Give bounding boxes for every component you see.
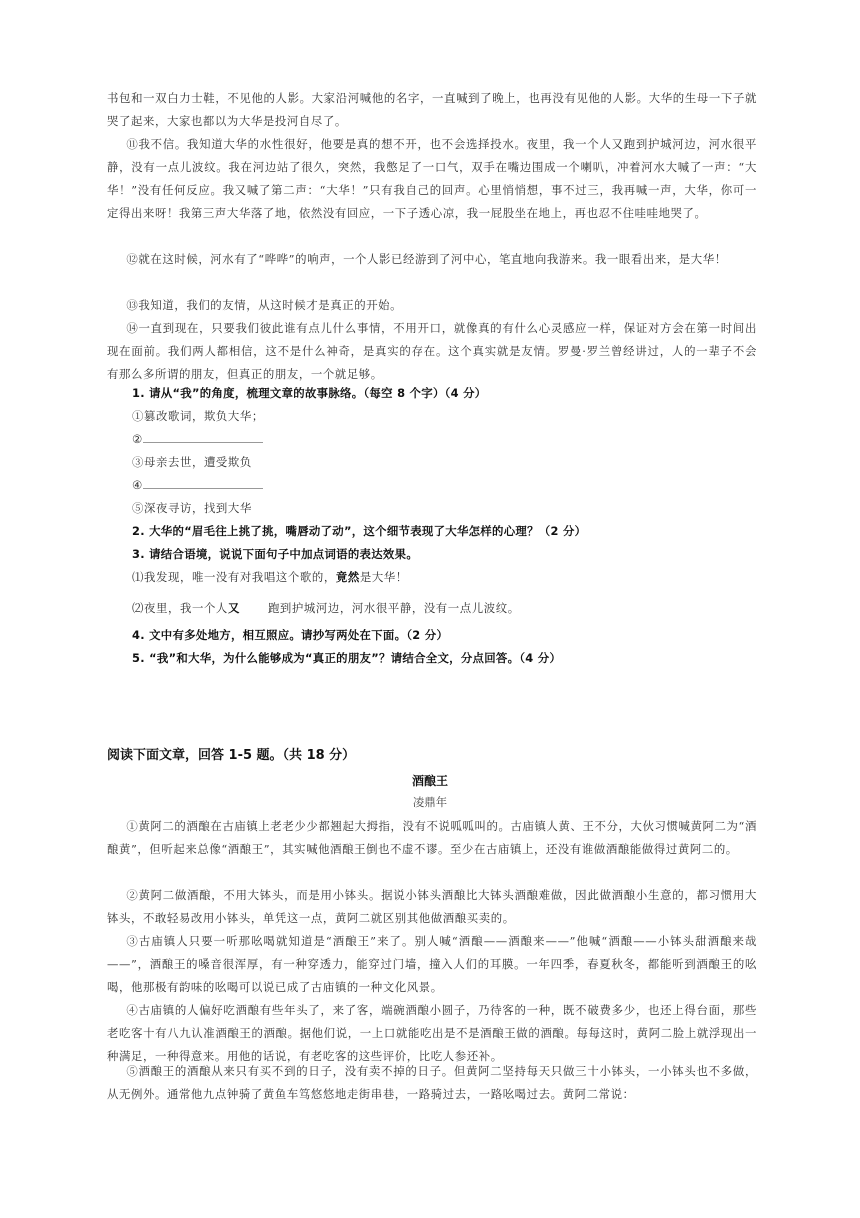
article-paragraph-5: ⑤酒酿王的酒酿从来只有买不到的日子，没有卖不掉的日子。但黄阿二坚持每天只做三十小钵头，一小钵头也不多做，从无例外。通常他九点钟骑了黄鱼车笃悠悠地走街串巷，一路骑过去，一路吆喝过去。黄阿二常说： xyxy=(107,1064,757,1101)
article-author: 凌鼎年 xyxy=(412,795,448,809)
q1-item-2-label: ② xyxy=(132,432,143,446)
question-5: 5. “我”和大华，为什么能够成为“真正的朋友”？请结合全文，分点回答。（4 分） xyxy=(132,651,562,665)
q1-item-4-label: ④ xyxy=(132,478,143,492)
q1-item-4 xyxy=(132,474,263,497)
paragraph-14: ⑭一直到现在，只要我们彼此谁有点儿什么事情，不用开口，就像真的有什么心灵感应一样，保证对方会在第一时间出现在面前。我们两人都相信，这不是什么神奇，是真实的存在。这个真实就是友情。罗曼·罗兰曾经讲过，人的一辈子不会有那么多所谓的朋友，但真正的朋友，一个就足够。 xyxy=(107,321,757,381)
paragraph-13: ⑬我知道，我们的友情，从这时候才是真正的开始。 xyxy=(126,298,403,312)
paragraph-12: ⑫就在这时候，河水有了“哗哗”的响声，一个人影已经游到了河中心，笔直地向我游来。我一眼看出来，是大华！ xyxy=(126,252,727,266)
q1-item-1: ①篡改歌词，欺负大华； xyxy=(132,409,264,423)
q3-1-post: 是大华！ xyxy=(359,570,408,584)
q1-item-3: ③母亲去世，遭受欺负 xyxy=(132,455,252,469)
paragraph-11: ⑪我不信。我知道大华的水性很好，他要是真的想不开，也不会选择投水。夜里，我一个人又跑到护城河边，河水很平静，没有一点儿波纹。我在河边站了很久，突然，我憋足了一口气，双手在嘴边围成一个喇叭，冲着河水大喊了一声：“大华！”没有任何反应。我又喊了第二声：“大华！”只有我自己的回声。心里悄悄想，事不过三，我再喊一声，大华，你可一定得出来呀！我第三声大华落了地，依然没有回应，一下子透心凉，我一屁股坐在地上，再也忍不住哇哇地哭了。 xyxy=(107,137,757,220)
q3-2-post: 跑到护城河边，河水很平静，没有一点儿波纹。 xyxy=(267,601,520,615)
article-paragraph-4: ④古庙镇的人偏好吃酒酿有些年头了，来了客，端碗酒酿小圆子，乃待客的一种，既不破费多少，也还上得台面，那些老吃客十有八九认准酒酿王的酒酿。据他们说，一上口就能吃出是不是酒酿王做的酒酿。每每这时，黄阿二脸上就浮现出一种满足，一种得意来。用他的话说，有老吃客的这些评价，比吃人参还补。 xyxy=(107,1003,757,1063)
question-3: 3. 请结合语境，说说下面句子中加点词语的表达效果。 xyxy=(132,547,419,561)
q3-2-dotted-word: 又 xyxy=(227,601,240,615)
article-paragraph-3: ③古庙镇人只要一听那吆喝就知道是“酒酿王”来了。别人喊“酒酿——酒酿来——”他喊“酒酿——小钵头甜酒酿来哉——”，酒酿王的嗓音很浑厚，有一种穿透力，能穿过门墙，撞入人们的耳膜。一年四季，春夏秋冬，都能听到酒酿王的吆喝，他那极有韵味的吆喝可以说已成了古庙镇的一种文化风景。 xyxy=(107,934,757,994)
q1-item-2 xyxy=(132,428,263,451)
article-paragraph-1: ①黄阿二的酒酿在古庙镇上老老少少都翘起大拇指，没有不说呱呱叫的。古庙镇人黄、王不分，大伙习惯喊黄阿二为“酒酿黄”，但听起来总像“酒酿王”，其实喊他酒酿王倒也不虚不谬。至少在古庙镇上，还没有谁做酒酿能做得过黄阿二的。 xyxy=(107,819,757,856)
q3-1-pre: ⑴我发现，唯一没有对我唱这个歌的， xyxy=(132,570,336,584)
q3-sentence-1 xyxy=(132,566,408,589)
q3-1-dotted-word: 竟然 xyxy=(335,570,360,584)
paragraph-10-tail: 书包和一双白力士鞋，不见他的人影。大家沿河喊他的名字，一直喊到了晚上，也再没有见他的人影。大华的生母一下子就哭了起来，大家也都以为大华是投河自尽了。 xyxy=(107,91,757,128)
answer-blank[interactable] xyxy=(143,474,263,489)
answer-blank[interactable] xyxy=(143,428,263,443)
question-2: 2. 大华的“眉毛往上挑了挑，嘴唇动了动”，这个细节表现了大华怎样的心理？（2 分） xyxy=(132,524,587,538)
article-title: 酒酿王 xyxy=(411,774,448,788)
question-1: 1. 请从“我”的角度，梳理文章的故事脉络。（每空 8 个字）（4 分） xyxy=(132,386,487,400)
q1-item-5: ⑤深夜寻访，找到大华 xyxy=(132,501,252,515)
q3-2-pre: ⑵夜里，我一个人 xyxy=(132,601,228,615)
article-paragraph-2: ②黄阿二做酒酿，不用大钵头，而是用小钵头。据说小钵头酒酿比大钵头酒酿难做，因此做酒酿小生意的，都习惯用大钵头，不敢轻易改用小钵头，单凭这一点，黄阿二就区别其他做酒酿买卖的。 xyxy=(107,888,757,925)
section-heading: 阅读下面文章，回答 1-5 题。（共 18 分） xyxy=(107,748,356,763)
question-4: 4. 文中有多处地方，相互照应。请抄写两处在下面。（2 分） xyxy=(132,628,449,642)
q3-sentence-2 xyxy=(132,597,520,620)
